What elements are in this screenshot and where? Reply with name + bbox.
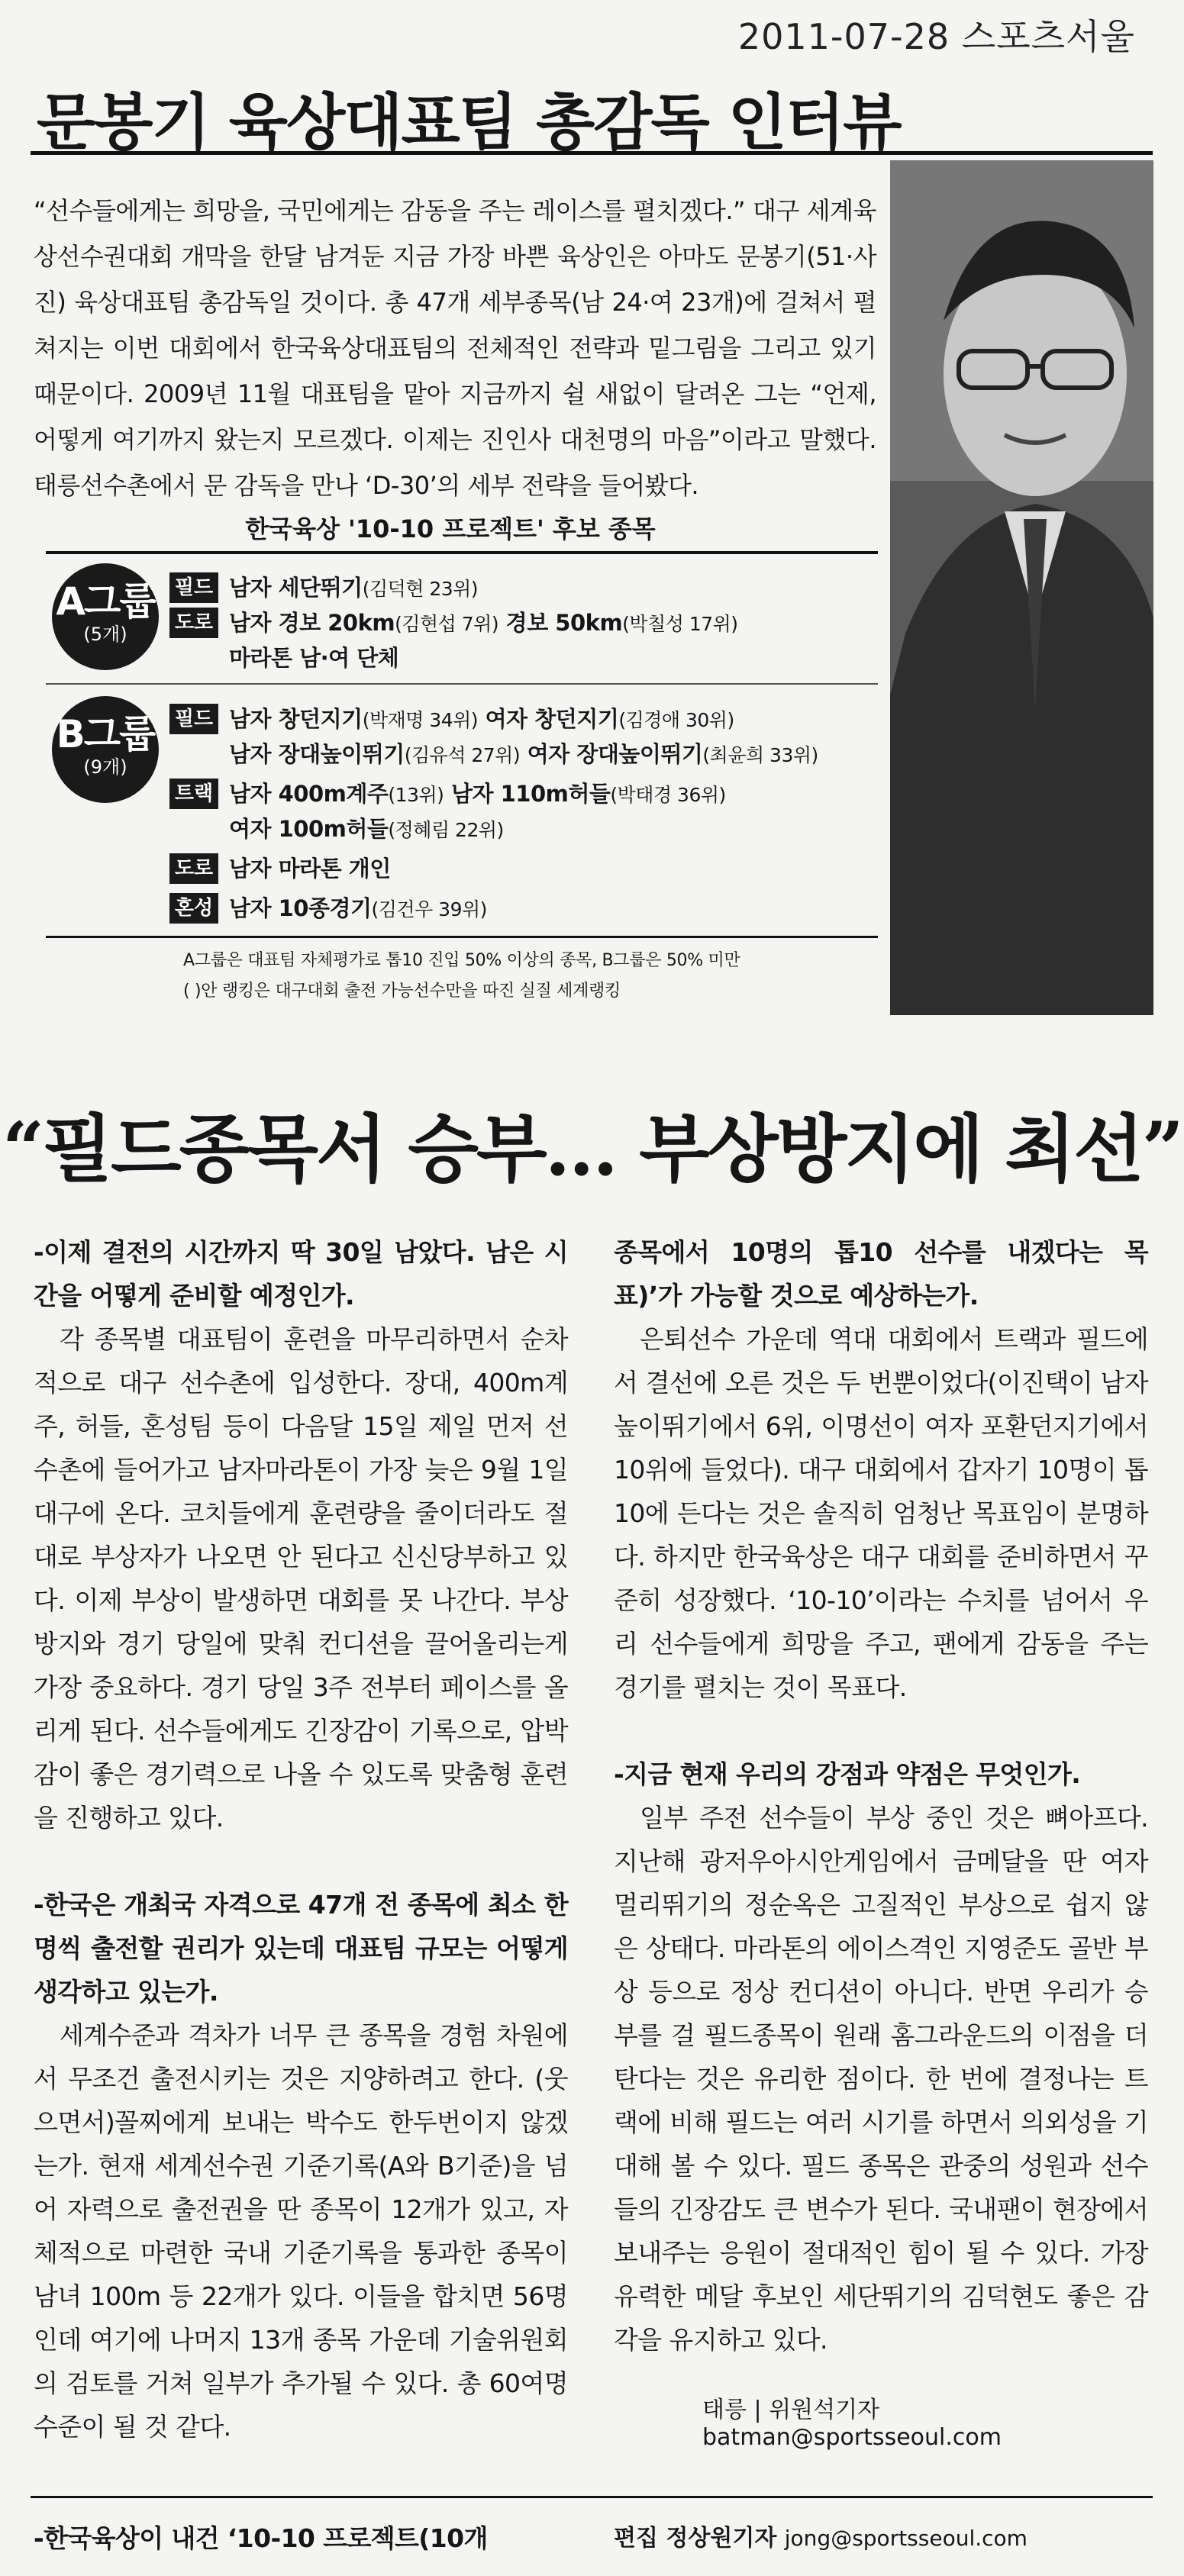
event-name: 경보 50km (498, 610, 623, 636)
group-a-badge (52, 563, 159, 670)
event-name: 남자 세단뛰기 (229, 575, 363, 601)
interview-question: -이제 결전의 시간까지 딱 30일 남았다. 남은 시간을 어떻게 준비할 예정인가. (34, 1237, 568, 1311)
event-name: 여자 100m허들 (229, 816, 389, 842)
group-a-count: (5개) (83, 624, 127, 645)
event-rank: (13위) (388, 784, 444, 806)
page-headline: 문봉기 육상대표팀 총감독 인터뷰 (37, 87, 901, 158)
event-row (229, 702, 886, 737)
bottom-rule (31, 2496, 1153, 2498)
editor-credit (614, 2519, 1028, 2552)
event-rank: (김건우 39위) (371, 898, 487, 920)
event-rank: (김현섭 7위) (395, 613, 499, 635)
category-label: 필드 (169, 704, 218, 734)
event-name: 남자 창던지기 (229, 706, 363, 732)
event-row (229, 606, 886, 641)
interview-answer: 일부 주전 선수들이 부상 중인 것은 뼈아프다. 지난해 광저우아시안게임에서 금메달을 딴 여자 멀리뛰기의 정순옥은 고질적인 부상으로 쉽지 않은 상태다. 마라톤의 에이스격인 지영준도 골반 부상 등으로 정상 컨디션이 아니다. 반면 우리가 승부를 걸 필드종목이 원래 홈그라운드의 이점을 더 탄다는 것은 유리한 점이다. 한 번에 결정나는 트랙에 비해 필드는 여러 시기를 하면서 의외성을 기대해 볼 수 있다. 필드 종목은 관중의 성원과 선수들의 긴장감도 큰 변수가 된다. 국내팬이 현장에서 보내주는 응원이 절대적인 힘이 될 수 있다. 가장 유력한 메달 후보인 세단뛰기의 김덕현도 좋은 감각을 유지하고 있다. (614, 1803, 1148, 2355)
event-name: 남자 장대높이뛰기 (229, 741, 405, 767)
category-label: 필드 (169, 572, 218, 603)
interview-column-left (34, 1230, 568, 2449)
group-b-badge (52, 696, 159, 803)
interview-question: -지금 현재 우리의 강점과 약점은 무엇인가. (614, 1759, 1081, 1789)
event-name: 남자 110m허들 (444, 781, 611, 807)
paragraph-gap (34, 1839, 568, 1883)
interview-question: -한국은 개최국 자격으로 47개 전 종목에 최소 한명씩 출전할 권리가 있는데 대표팀 규모는 어떻게 생각하고 있는가. (34, 1890, 568, 2007)
interview-answer: 은퇴선수 가운데 역대 대회에서 트랙과 필드에서 결선에 오른 것은 두 번뿐이었다(이진택이 남자 높이뛰기에서 6위, 이명선이 여자 포환던지기에서 10위에 들었다). 대구 대회에서 갑자기 10명이 톱10에 든다는 것은 솔직히 엄청난 목표임이 분명하다. 하지만 한국육상은 대구 대회를 준비하면서 꾸준히 성장했다. ‘10-10’이라는 수치를 넘어서 우리 선수들에게 희망을 주고, 팬에게 감동을 주는 경기를 펼치는 것이 목표다. (614, 1324, 1148, 1702)
event-row (229, 852, 886, 885)
table-note: A그룹은 대표팀 자체평가로 톱10 진입 50% 이상의 종목, B그룹은 50% 미만 (183, 951, 740, 970)
category-label: 혼성 (169, 893, 218, 924)
group-a-label: A그룹 (56, 579, 155, 624)
lead-paragraph: “선수들에게는 희망을, 국민에게는 감동을 주는 레이스를 펼치겠다.” 대구 세계육상선수권대회 개막을 한달 남겨둔 지금 가장 바쁜 육상인은 아마도 문봉기(51·사진) 육상대표팀 총감독일 것이다. 총 47개 세부종목(남 24·여 23개)에 걸쳐서 펼쳐지는 이번 대회에서 한국육상대표팀의 전체적인 전략과 밑그림을 그리고 있기 때문이다. 2009년 11월 대표팀을 맡아 지금까지 쉴 새없이 달려온 그는 “언제, 어떻게 여기까지 왔는지 모르겠다. 이제는 진인사 대천명의 마음”이라고 말했다. 태릉선수촌에서 문 감독을 만나 ‘D-30’의 세부 전략을 들어봤다. (34, 196, 876, 500)
event-name: 남자 10종경기 (229, 895, 372, 921)
top-rule (31, 151, 1153, 155)
event-name: 남자 경보 20km (229, 610, 395, 636)
event-rank: (김경애 30위) (618, 709, 734, 731)
event-row (229, 571, 886, 606)
event-name: 여자 장대높이뛰기 (520, 741, 703, 767)
editor-name: 편집 정상원기자 (614, 2525, 777, 2552)
category-label: 도로 (169, 853, 218, 884)
dateline: 2011-07-28 스포츠서울 (737, 16, 1135, 57)
event-row (229, 777, 886, 812)
portrait-photo (890, 160, 1153, 1015)
category-label: 도로 (169, 608, 218, 638)
event-row (229, 737, 886, 772)
event-name: 여자 창던지기 (478, 706, 619, 732)
interview-answer: 각 종목별 대표팀이 훈련을 마무리하면서 순차적으로 대구 선수촌에 입성한다. 장대, 400m계주, 허들, 혼성팀 등이 다음달 15일 제일 먼저 선수촌에 들어가고 남자마라톤이 가장 늦은 9월 1일 대구에 온다. 코치들에게 훈련량을 줄이더라도 절대로 부상자가 나오면 안 된다고 신신당부하고 있다. 이제 부상이 발생하면 대회를 못 나간다. 부상방지와 경기 당일에 맞춰 컨디션을 끌어올리는게 가장 중요하다. 경기 당일 3주 전부터 페이스를 올리게 된다. 선수들에게도 긴장감이 기록으로, 압박감이 좋은 경기력으로 나올 수 있도록 맞춤형 훈련을 진행하고 있다. (34, 1324, 568, 1833)
quote-headline: “필드종목서 승부… 부상방지에 최선” (2, 1106, 1182, 1192)
event-name: 남자 400m계주 (229, 781, 389, 807)
interview-column-right (614, 1230, 1148, 2362)
event-rank: (김유석 27위) (404, 744, 521, 766)
event-name: 남자 마라톤 개인 (229, 856, 391, 882)
event-rank: (김덕현 23위) (362, 578, 479, 600)
editor-email: jong@sportsseoul.com (784, 2526, 1028, 2551)
group-b-label: B그룹 (56, 712, 155, 756)
event-row (229, 891, 886, 927)
continued-question: -한국육상이 내건 ‘10-10 프로젝트(10개 (34, 2523, 488, 2553)
event-row (229, 641, 886, 675)
event-rank: (박재명 34위) (362, 709, 479, 731)
portrait-illustration (890, 160, 1153, 1015)
event-rank: (정혜림 22위) (388, 819, 504, 841)
event-name: 마라톤 남·여 단체 (229, 645, 399, 671)
table-note: ( )안 랭킹은 대구대회 출전 가능선수만을 따진 실질 세계랭킹 (183, 982, 621, 1001)
table-rule-middle (46, 683, 878, 685)
table-rule-bottom (46, 936, 878, 938)
event-row (229, 812, 886, 847)
event-rank: (박칠성 17위) (622, 613, 738, 635)
group-b-count: (9개) (83, 756, 127, 778)
byline: 태릉 | 위원석기자 batman@sportsseoul.com (702, 2397, 1002, 2451)
event-rank: (박태경 36위) (610, 784, 726, 806)
table-title: 한국육상 '10-10 프로젝트' 후보 종목 (245, 514, 656, 543)
table-rule-top (46, 551, 878, 554)
interview-question: 종목에서 10명의 톱10 선수를 내겠다는 목표)’가 가능할 것으로 예상하는가. (614, 1237, 1148, 1311)
category-label: 트랙 (169, 779, 218, 809)
paragraph-gap (614, 1709, 1148, 1752)
interview-answer: 세계수준과 격차가 너무 큰 종목을 경험 차원에서 무조건 출전시키는 것은 지양하려고 한다. (웃으면서)꼴찌에게 보내는 박수도 한두번이지 않겠는가. 현재 세계선수권 기준기록(A와 B기준)을 넘어 자력으로 출전권을 딴 종목이 12개가 있고, 자체적으로 마련한 국내 기준기록을 통과한 종목이 남녀 100m 등 22개가 있다. 이들을 합치면 56명인데 여기에 나머지 13개 종목 가운데 기술위원회의 검토를 거쳐 일부가 추가될 수 있다. 총 60여명 수준이 될 것 같다. (34, 2020, 568, 2442)
event-rank: (최윤희 33위) (702, 744, 818, 766)
